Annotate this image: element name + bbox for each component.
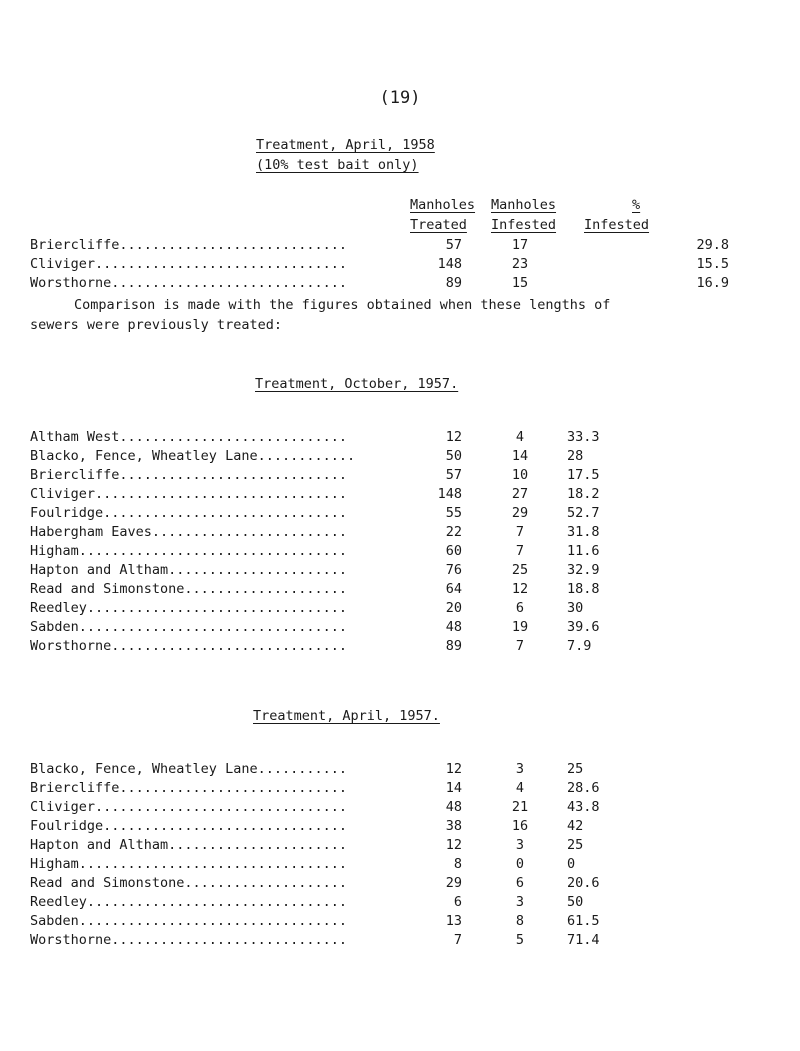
manholes-infested: 21 xyxy=(511,799,529,815)
manholes-infested: 25 xyxy=(511,562,529,578)
manholes-treated: 6 xyxy=(453,894,462,910)
district-name: Reedley................................ xyxy=(30,600,347,616)
manholes-infested: 5 xyxy=(515,932,525,948)
percent-infested: 29.8 xyxy=(696,237,729,253)
table-row xyxy=(0,619,800,639)
header-col1-line2: Treated xyxy=(410,217,467,233)
manholes-treated: 148 xyxy=(437,256,462,272)
manholes-treated: 12 xyxy=(445,837,462,853)
manholes-infested: 16 xyxy=(511,818,529,834)
table-row xyxy=(0,467,800,487)
manholes-treated: 20 xyxy=(445,600,462,616)
percent-infested: 39.6 xyxy=(567,619,600,635)
manholes-infested: 12 xyxy=(511,581,529,597)
table-row xyxy=(0,799,800,819)
manholes-treated: 148 xyxy=(437,486,462,502)
table-row xyxy=(0,486,800,506)
percent-infested: 28 xyxy=(567,448,584,464)
manholes-infested: 3 xyxy=(515,761,525,777)
district-name: Briercliffe............................ xyxy=(30,467,347,483)
percent-infested: 42 xyxy=(567,818,584,834)
district-name: Cliviger............................... xyxy=(30,256,347,272)
percent-infested: 7.9 xyxy=(567,638,592,654)
district-name: Foulridge.............................. xyxy=(30,505,347,521)
district-name: Hapton and Altham...................... xyxy=(30,837,347,853)
comparison-text-line1: Comparison is made with the figures obtained when these lengths of xyxy=(74,297,611,313)
manholes-infested: 23 xyxy=(511,256,529,272)
table-row xyxy=(0,780,800,800)
section1-subtitle: (10% test bait only) xyxy=(256,157,419,173)
manholes-infested: 6 xyxy=(515,875,525,891)
manholes-infested: 19 xyxy=(511,619,529,635)
table-row xyxy=(0,837,800,857)
manholes-treated: 12 xyxy=(445,761,462,777)
manholes-treated: 55 xyxy=(445,505,462,521)
district-name: Cliviger............................... xyxy=(30,799,347,815)
section1-title: Treatment, April, 1958 xyxy=(256,137,435,153)
district-name: Altham West............................ xyxy=(30,429,347,445)
percent-infested: 17.5 xyxy=(567,467,600,483)
district-name: Blacko, Fence, Wheatley Lane............ xyxy=(30,448,356,464)
table-row xyxy=(0,448,800,468)
manholes-treated: 60 xyxy=(445,543,462,559)
district-name: Higham................................. xyxy=(30,856,347,872)
percent-infested: 52.7 xyxy=(567,505,600,521)
district-name: Briercliffe............................ xyxy=(30,780,347,796)
district-name: Sabden................................. xyxy=(30,619,347,635)
table-row xyxy=(0,543,800,563)
manholes-infested: 3 xyxy=(515,894,525,910)
manholes-infested: 10 xyxy=(511,467,529,483)
manholes-infested: 15 xyxy=(511,275,529,291)
percent-infested: 61.5 xyxy=(567,913,600,929)
percent-infested: 50 xyxy=(567,894,584,910)
table-row xyxy=(0,761,800,781)
manholes-treated: 29 xyxy=(445,875,462,891)
district-name: Hapton and Altham...................... xyxy=(30,562,347,578)
manholes-treated: 89 xyxy=(445,275,462,291)
percent-infested: 32.9 xyxy=(567,562,600,578)
district-name: Sabden................................. xyxy=(30,913,347,929)
section3-title xyxy=(253,708,440,724)
manholes-infested: 4 xyxy=(515,429,525,445)
percent-infested: 11.6 xyxy=(567,543,600,559)
manholes-infested: 4 xyxy=(515,780,525,796)
manholes-treated: 48 xyxy=(445,799,462,815)
header-col3-line1: % xyxy=(632,197,641,213)
header-col2-line2: Infested xyxy=(491,217,557,233)
table-row xyxy=(0,505,800,525)
percent-infested: 25 xyxy=(567,761,584,777)
district-name: Worsthorne............................. xyxy=(30,638,347,654)
section2-title-text: Treatment, October, 1957. xyxy=(255,376,459,392)
percent-infested: 16.9 xyxy=(696,275,729,291)
percent-infested: 71.4 xyxy=(567,932,600,948)
district-name: Worsthorne............................. xyxy=(30,932,347,948)
manholes-treated: 50 xyxy=(445,448,462,464)
manholes-treated: 7 xyxy=(453,932,462,948)
district-name: Habergham Eaves........................ xyxy=(30,524,347,540)
percent-infested: 33.3 xyxy=(567,429,600,445)
manholes-infested: 17 xyxy=(511,237,529,253)
district-name: Blacko, Fence, Wheatley Lane........... xyxy=(30,761,347,777)
table-row xyxy=(0,275,800,295)
district-name: Read and Simonstone.................... xyxy=(30,581,347,597)
table-row xyxy=(0,875,800,895)
district-name: Reedley................................ xyxy=(30,894,347,910)
manholes-treated: 22 xyxy=(445,524,462,540)
percent-infested: 0 xyxy=(567,856,576,872)
manholes-infested: 14 xyxy=(511,448,529,464)
manholes-infested: 8 xyxy=(515,913,525,929)
district-name: Cliviger............................... xyxy=(30,486,347,502)
manholes-treated: 57 xyxy=(445,237,462,253)
table-row xyxy=(0,429,800,449)
table-row xyxy=(0,818,800,838)
percent-infested: 31.8 xyxy=(567,524,600,540)
percent-infested: 18.8 xyxy=(567,581,600,597)
percent-infested: 28.6 xyxy=(567,780,600,796)
percent-infested: 18.2 xyxy=(567,486,600,502)
table-row xyxy=(0,581,800,601)
manholes-treated: 76 xyxy=(445,562,462,578)
comparison-text-line2: sewers were previously treated: xyxy=(30,317,282,333)
manholes-treated: 57 xyxy=(445,467,462,483)
table-row xyxy=(0,256,800,276)
manholes-treated: 89 xyxy=(445,638,462,654)
manholes-infested: 7 xyxy=(515,638,525,654)
manholes-infested: 27 xyxy=(511,486,529,502)
manholes-infested: 29 xyxy=(511,505,529,521)
table-row xyxy=(0,932,800,952)
percent-infested: 20.6 xyxy=(567,875,600,891)
table-row xyxy=(0,600,800,620)
percent-infested: 15.5 xyxy=(696,256,729,272)
district-name: Foulridge.............................. xyxy=(30,818,347,834)
table-row xyxy=(0,562,800,582)
manholes-treated: 12 xyxy=(445,429,462,445)
table-row xyxy=(0,913,800,933)
manholes-infested: 3 xyxy=(515,837,525,853)
manholes-treated: 14 xyxy=(445,780,462,796)
manholes-infested: 7 xyxy=(515,524,525,540)
district-name: Worsthorne............................. xyxy=(30,275,347,291)
percent-infested: 25 xyxy=(567,837,584,853)
district-name: Briercliffe............................ xyxy=(30,237,347,253)
district-name: Higham................................. xyxy=(30,543,347,559)
manholes-treated: 8 xyxy=(453,856,462,872)
section2-title xyxy=(255,376,458,392)
page-number: (19) xyxy=(379,88,421,108)
table-row xyxy=(0,524,800,544)
section3-title-text: Treatment, April, 1957. xyxy=(253,708,440,724)
table-row xyxy=(0,638,800,658)
table-row xyxy=(0,237,800,257)
table-row xyxy=(0,856,800,876)
manholes-treated: 13 xyxy=(445,913,462,929)
percent-infested: 43.8 xyxy=(567,799,600,815)
table-row xyxy=(0,894,800,914)
district-name: Read and Simonstone.................... xyxy=(30,875,347,891)
manholes-treated: 64 xyxy=(445,581,462,597)
manholes-infested: 6 xyxy=(515,600,525,616)
manholes-infested: 0 xyxy=(515,856,525,872)
header-col3-line2: Infested xyxy=(584,217,650,233)
percent-infested: 30 xyxy=(567,600,584,616)
manholes-treated: 48 xyxy=(445,619,462,635)
manholes-infested: 7 xyxy=(515,543,525,559)
manholes-treated: 38 xyxy=(445,818,462,834)
header-col1-line1: Manholes xyxy=(410,197,476,213)
header-col2-line1: Manholes xyxy=(491,197,557,213)
